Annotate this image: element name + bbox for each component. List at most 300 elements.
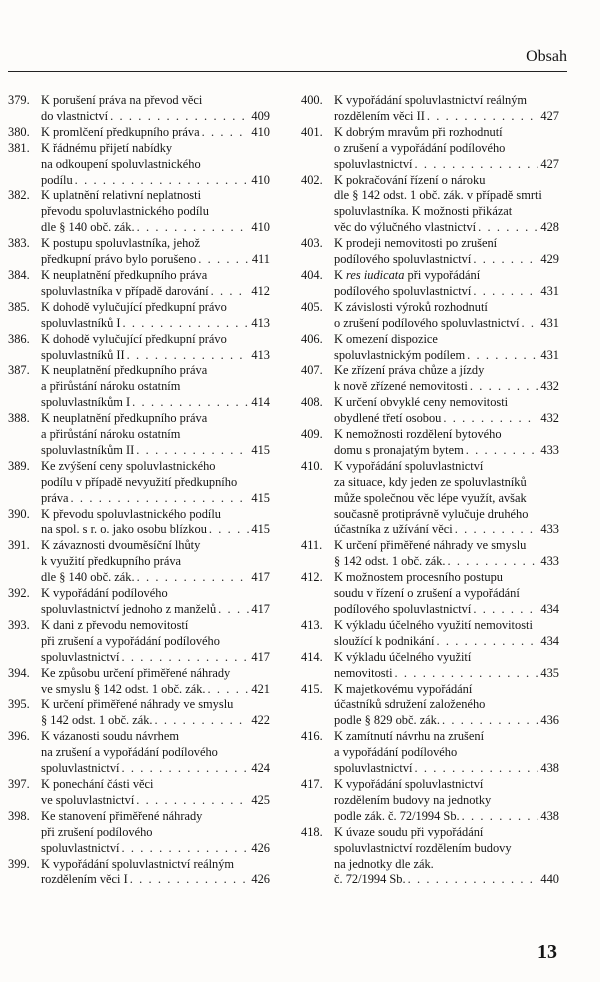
toc-entry-title	[41, 188, 270, 236]
toc-entry-line: K neuplatnění předkupního práva	[41, 363, 208, 378]
toc-entry-line: účastníka z užívání věci	[334, 522, 453, 537]
toc-entry-line: K porušení práva na převod věci	[41, 93, 203, 107]
toc-entry-title	[334, 268, 559, 300]
toc-entry-line: a přirůstání nároku ostatním	[41, 379, 181, 394]
toc-entry	[301, 300, 559, 332]
toc-entry-page: 415	[251, 490, 270, 505]
toc-entry-line: podílového spoluvlastnictví	[334, 252, 472, 267]
toc-entry-line: do vlastnictví	[41, 108, 109, 123]
toc-entry-number: 401.	[301, 124, 323, 139]
toc-entry-line: K nemožnosti rozdělení bytového	[334, 427, 502, 442]
toc-entry	[301, 538, 559, 570]
toc-entry-line: spoluvlastnictví	[41, 761, 120, 776]
toc-entry-page: 410	[251, 220, 270, 235]
toc-entry-title	[334, 236, 559, 268]
toc-entry-line: na zrušení a vypořádání podílového	[41, 745, 218, 760]
toc-entry-title	[41, 666, 270, 698]
toc-entry-title	[41, 586, 270, 618]
dot-leader	[414, 761, 538, 777]
toc-entry-page: 414	[251, 395, 270, 410]
toc-entry	[301, 268, 559, 300]
toc-entry-number: 406.	[301, 331, 323, 346]
toc-entry-line: K určení přiměřené náhrady ve smyslu	[334, 538, 527, 553]
toc-entry-number: 394.	[8, 665, 30, 680]
dot-leader	[443, 411, 538, 427]
toc-entry	[301, 459, 559, 539]
toc-entry-number: 388.	[8, 411, 30, 426]
toc-entry-title	[334, 173, 559, 237]
toc-column-right	[301, 93, 559, 888]
toc-entry-line: při zrušení podílového	[41, 824, 153, 839]
header-rule	[8, 71, 567, 72]
toc-entry-line: dle § 142 odst. 1 obč. zák. v případě smrti	[334, 188, 542, 203]
toc-entry-line: K zamítnutí návrhu na zrušení	[334, 729, 485, 744]
toc-entry-page: 434	[540, 633, 559, 648]
toc-entry-title	[41, 141, 270, 189]
toc-entry-line: K postupu spoluvlastníka, jehož	[41, 236, 200, 251]
toc-entry	[8, 618, 270, 666]
toc-entry-page: 409	[251, 108, 270, 123]
dot-leader	[395, 666, 539, 682]
dot-leader	[462, 809, 539, 825]
dot-leader	[202, 125, 250, 141]
toc-entry-page: 424	[251, 761, 270, 776]
toc-entry-page: 429	[540, 252, 559, 267]
toc-entry-title	[41, 459, 270, 507]
toc-entry-line: Ke stanovení přiměřené náhrady	[41, 808, 203, 823]
toc-entry-number: 410.	[301, 458, 323, 473]
toc-entry-title	[334, 459, 559, 539]
toc-entry-title	[41, 777, 270, 809]
toc-entry-title	[41, 809, 270, 857]
toc-entry-number: 417.	[301, 776, 323, 791]
toc-entry-number: 391.	[8, 538, 30, 553]
toc-entry-page: 433	[540, 522, 559, 537]
toc-entry-page: 412	[251, 283, 270, 298]
toc-entry-number: 400.	[301, 93, 323, 107]
toc-entry-page: 411	[251, 252, 270, 267]
toc-entry-line: o zrušení podílového spoluvlastnictví	[334, 315, 520, 330]
toc-entry	[8, 141, 270, 189]
toc-entry-page: 428	[540, 220, 559, 235]
toc-entry-title	[41, 236, 270, 268]
toc-entry-title	[334, 618, 559, 650]
toc-entry-line: K omezení dispozice	[334, 331, 438, 346]
toc-entry	[8, 93, 270, 125]
toc-entry-page: 432	[540, 379, 559, 394]
toc-entry-page: 413	[251, 315, 270, 330]
toc-entry-title	[334, 570, 559, 618]
toc-entry	[8, 809, 270, 857]
toc-entry-line: předkupní právo bylo porušeno	[41, 252, 197, 267]
running-head: Obsah	[526, 48, 567, 65]
toc-entry-line: K promlčení předkupního práva	[41, 124, 200, 139]
toc-entry-line: K závislosti výroků rozhodnutí	[334, 299, 488, 314]
toc-entry-title	[334, 427, 559, 459]
toc-entry-line: K řádnému přijetí nabídky	[41, 140, 173, 155]
toc-entry	[8, 188, 270, 236]
toc-entry-page: 431	[540, 347, 559, 362]
toc-entry-page: 440	[540, 872, 559, 887]
toc-entry-line: K ponechání části věci	[41, 776, 154, 791]
toc-entry	[301, 173, 559, 237]
toc-entry-number: 411.	[301, 538, 323, 553]
dot-leader	[137, 570, 250, 586]
toc-entry-number: 416.	[301, 729, 323, 744]
toc-entry-line: podle zák. č. 72/1994 Sb.	[334, 808, 460, 823]
toc-entry-line: K dani z převodu nemovitostí	[41, 617, 189, 632]
toc-entry-line: spoluvlastníků I	[41, 315, 121, 330]
toc-entry-page: 432	[540, 411, 559, 426]
toc-entry	[301, 825, 559, 889]
dot-leader	[110, 109, 249, 125]
toc-entry-title	[41, 697, 270, 729]
toc-entry-title	[334, 538, 559, 570]
toc-entry-page: 413	[251, 347, 270, 362]
toc-entry-line: K určení obvyklé ceny nemovitosti	[334, 395, 509, 410]
toc-entry-line: k nově zřízené nemovitosti	[334, 379, 468, 394]
toc-entry	[301, 363, 559, 395]
toc-entry-number: 399.	[8, 856, 30, 871]
toc-entry-line: podílového spoluvlastnictví	[334, 602, 472, 616]
toc-entry	[8, 236, 270, 268]
toc-entry-line: spoluvlastnictví rozdělením budovy	[334, 840, 512, 855]
dot-leader	[136, 793, 249, 809]
toc-entry-line: spoluvlastnictví	[41, 649, 120, 664]
toc-entry	[8, 586, 270, 618]
toc-entry-line: a přirůstání nároku ostatním	[41, 427, 181, 442]
toc-entry-number: 379.	[8, 93, 30, 107]
toc-entry-line: K závaznosti dvouměsíční lhůty	[41, 538, 201, 553]
toc-entry	[301, 427, 559, 459]
toc-entry-line: K prodeji nemovitosti po zrušení	[334, 236, 498, 251]
toc-entry	[301, 682, 559, 730]
toc-entry-line: K neuplatnění předkupního práva	[41, 267, 208, 282]
toc-entry-line: č. 72/1994 Sb.	[334, 872, 406, 887]
toc-entry-title	[41, 618, 270, 666]
toc-entry-line: spoluvlastnictví	[334, 761, 413, 776]
toc-entry-line: dle § 140 obč. zák.	[41, 570, 135, 585]
toc-entry	[301, 93, 559, 125]
toc-entry-number: 413.	[301, 617, 323, 632]
toc-entry-line: převodu spoluvlastnického podílu	[41, 204, 209, 219]
toc-entry-line: K vázanosti soudu návrhem	[41, 729, 179, 744]
toc-entry	[8, 666, 270, 698]
toc-entry-line: podílu v případě nevyužití předkupního	[41, 474, 238, 489]
toc-entry-line: K vypořádání spoluvlastnictví reálným	[334, 93, 528, 107]
toc-entry-page: 425	[251, 792, 270, 807]
toc-entry-title	[334, 93, 559, 125]
toc-entry	[301, 729, 559, 777]
toc-entry-line: K res iudicata při vypořádání	[334, 267, 481, 282]
dot-leader	[414, 157, 538, 173]
toc-entry-page: 431	[540, 283, 559, 298]
toc-entry-line: za situace, kdy jeden ze spoluvlastníků	[334, 474, 527, 489]
toc-entry-page: 427	[540, 108, 559, 123]
toc-entry-line: § 142 odst. 1 obč. zák.	[41, 713, 153, 728]
toc-entry-number: 385.	[8, 299, 30, 314]
toc-entry	[8, 777, 270, 809]
toc-entry-line: spoluvlastníků II	[41, 347, 125, 362]
toc-entry-line: spoluvlastníkům I	[41, 395, 131, 410]
page-number: 13	[537, 941, 557, 963]
toc-entry	[8, 332, 270, 364]
toc-entry-page: 427	[540, 156, 559, 171]
dot-leader	[211, 284, 250, 300]
toc-entry-title	[41, 857, 270, 889]
dot-leader	[209, 522, 250, 538]
toc-entry-line: práva	[41, 490, 69, 505]
dot-leader	[448, 554, 539, 570]
dot-leader	[130, 872, 250, 888]
toc-entry-title	[334, 332, 559, 364]
toc-entry-line: K uplatnění relativní neplatnosti	[41, 188, 202, 203]
toc-entry	[8, 729, 270, 777]
toc-entry-line: k využití předkupního práva	[41, 554, 182, 569]
toc-entry	[8, 411, 270, 459]
dot-leader	[466, 443, 539, 459]
toc-entry-number: 384.	[8, 267, 30, 282]
toc-entry-number: 397.	[8, 776, 30, 791]
toc-entry-page: 422	[251, 713, 270, 728]
toc-entry-page: 421	[251, 681, 270, 696]
dot-leader	[470, 379, 539, 395]
toc-entry-line: K dohodě vylučující předkupní právo	[41, 331, 227, 346]
toc-entry-number: 415.	[301, 681, 323, 696]
toc-entry-line: Ke způsobu určení přiměřené náhrady	[41, 665, 231, 680]
toc-entry-line: spoluvlastnictví jednoho z manželů	[41, 602, 217, 616]
dot-leader	[121, 650, 249, 666]
toc-entry-number: 414.	[301, 649, 323, 664]
toc-entry-line: K určení přiměřené náhrady ve smyslu	[41, 697, 234, 712]
toc-entry-line: účastníků sdružení založeného	[334, 697, 486, 712]
dot-leader	[127, 348, 250, 364]
dot-leader	[123, 316, 250, 332]
toc-entry	[301, 125, 559, 173]
toc-entry-line: rozdělením věci II	[334, 108, 425, 123]
toc-entry-line: K neuplatnění předkupního práva	[41, 411, 208, 426]
toc-entry-number: 382.	[8, 188, 30, 203]
toc-entry-line: dle § 140 obč. zák.	[41, 220, 135, 235]
toc-entry-title	[41, 538, 270, 586]
toc-entry-number: 389.	[8, 458, 30, 473]
toc-entry-number: 393.	[8, 617, 30, 632]
toc-entry-line: ve spoluvlastnictví	[41, 792, 135, 807]
toc-entry-page: 436	[540, 713, 559, 728]
toc-entry-number: 386.	[8, 331, 30, 346]
toc-entry-number: 407.	[301, 363, 323, 378]
toc-entry-number: 405.	[301, 299, 323, 314]
toc-entry	[301, 777, 559, 825]
toc-entry-title	[41, 268, 270, 300]
toc-entry-number: 412.	[301, 570, 323, 585]
toc-entry-line: podle § 829 obč. zák.	[334, 713, 440, 728]
toc-entry-line: rozdělením budovy na jednotky	[334, 792, 492, 807]
dot-leader	[522, 316, 539, 332]
toc-entry-page: 426	[251, 872, 270, 887]
toc-entry-title	[41, 507, 270, 539]
toc-entry-line: věc do výlučného vlastnictví	[334, 220, 477, 235]
toc-entry-number: 392.	[8, 586, 30, 601]
toc-entry-line: může společnou věc lépe využít, avšak	[334, 490, 527, 505]
toc-entry-title	[334, 825, 559, 889]
toc-entry-number: 390.	[8, 506, 30, 521]
toc-entry	[8, 507, 270, 539]
toc-entry-title	[334, 363, 559, 395]
dot-leader	[121, 761, 249, 777]
toc-column-left	[8, 93, 270, 888]
toc-entry-number: 408.	[301, 395, 323, 410]
toc-entry-line: na spol. s r. o. jako osobu blízkou	[41, 522, 207, 537]
toc-entry-number: 404.	[301, 267, 323, 282]
toc-entry-line: ve smyslu § 142 odst. 1 obč. zák.	[41, 681, 206, 696]
toc-entry-title	[41, 300, 270, 332]
toc-entry-title	[41, 125, 270, 141]
dot-leader	[71, 491, 250, 507]
toc-entry-title	[41, 411, 270, 459]
dot-leader	[473, 602, 538, 618]
dot-leader	[75, 173, 250, 189]
dot-leader	[132, 395, 249, 411]
toc-entry-number: 381.	[8, 140, 30, 155]
toc-entry-number: 396.	[8, 729, 30, 744]
toc-entry-number: 387.	[8, 363, 30, 378]
toc-entry-line: K vypořádání podílového	[41, 586, 168, 601]
toc-entry	[301, 650, 559, 682]
toc-entry-title	[334, 395, 559, 427]
toc-entry-line: K úvaze soudu při vypořádání	[334, 824, 484, 839]
dot-leader	[467, 348, 538, 364]
toc-entry-line: o zrušení a vypořádání podílového	[334, 140, 506, 155]
dot-leader	[455, 522, 539, 538]
toc-entry-page: 410	[251, 124, 270, 139]
toc-entry-line: podílového spoluvlastnictví	[334, 283, 472, 298]
toc-entry-page: 410	[251, 172, 270, 187]
toc-entry-number: 380.	[8, 124, 30, 139]
dot-leader	[473, 284, 538, 300]
toc-entry-line: K vypořádání spoluvlastnictví	[334, 776, 484, 791]
toc-entry-line: § 142 odst. 1 obč. zák.	[334, 554, 446, 569]
toc-entry-line: K vypořádání spoluvlastnictví	[334, 458, 484, 473]
toc-entry	[8, 538, 270, 586]
toc-entry-line: K pokračování řízení o nároku	[334, 172, 486, 187]
toc-entry-title	[334, 650, 559, 682]
toc-entry-page: 431	[540, 315, 559, 330]
toc-entry-number: 395.	[8, 697, 30, 712]
toc-entry-line: spoluvlastníka. K možnosti přikázat	[334, 204, 513, 219]
toc-entry-line: sloužící k podnikání	[334, 633, 435, 648]
toc-entry-number: 402.	[301, 172, 323, 187]
dot-leader	[427, 109, 539, 125]
toc-entry-line: K vypořádání spoluvlastnictví reálným	[41, 856, 235, 871]
toc-entry	[8, 268, 270, 300]
toc-entry	[301, 395, 559, 427]
toc-entry-page: 426	[251, 840, 270, 855]
toc-entry-number: 383.	[8, 236, 30, 251]
toc-entry-line: spoluvlastnictví	[41, 840, 120, 855]
toc-entry-line: současně protiprávně vylučuje druhého	[334, 506, 529, 521]
toc-entry	[8, 697, 270, 729]
toc-entry-line: K možnostem procesního postupu	[334, 570, 503, 585]
toc-entry-page: 434	[540, 602, 559, 616]
toc-entry-line: obydlené třetí osobou	[334, 411, 442, 426]
toc-entry-line: K dobrým mravům při rozhodnutí	[334, 124, 503, 139]
toc-entry-line: spoluvlastníka v případě darování	[41, 283, 209, 298]
toc-entry-page: 417	[251, 649, 270, 664]
toc-entry-page: 415	[251, 522, 270, 537]
toc-entry-page: 433	[540, 442, 559, 457]
toc-entry-line: na jednotky dle zák.	[334, 856, 434, 871]
dot-leader	[478, 220, 538, 236]
toc-entry-title	[334, 729, 559, 777]
dot-leader	[137, 220, 250, 236]
dot-leader	[408, 872, 539, 888]
toc-entry-line: nemovitosti	[334, 665, 393, 680]
toc-entry-title	[41, 363, 270, 411]
toc-entry-number: 409.	[301, 427, 323, 442]
toc-entry-page: 438	[540, 808, 559, 823]
toc-entry-page: 438	[540, 761, 559, 776]
toc-entry-line: a vypořádání podílového	[334, 745, 458, 760]
toc-entry	[8, 125, 270, 141]
toc-entry-line: rozdělením věci I	[41, 872, 128, 887]
dot-leader	[218, 602, 249, 618]
toc-entry-title	[334, 777, 559, 825]
toc-entry	[301, 332, 559, 364]
toc-entry-title	[41, 93, 270, 125]
dot-leader	[155, 713, 250, 729]
toc-entry	[8, 857, 270, 889]
toc-entry-title	[41, 729, 270, 777]
toc-entry-line: K výkladu účelného využití	[334, 649, 472, 664]
dot-leader	[136, 443, 249, 459]
toc-entry-line: K majetkovému vypořádání	[334, 681, 473, 696]
dot-leader	[121, 841, 249, 857]
toc-entry-line: spoluvlastnickým podílem	[334, 347, 466, 362]
toc-entry-title	[334, 125, 559, 173]
toc-entry-number: 403.	[301, 236, 323, 251]
toc-entry-line: na odkoupení spoluvlastnického	[41, 156, 201, 171]
dot-leader	[198, 252, 250, 268]
toc-entry	[8, 459, 270, 507]
toc-entry-line: K převodu spoluvlastnického podílu	[41, 506, 221, 521]
toc-entry-line: K výkladu účelného využití nemovitosti	[334, 617, 533, 632]
toc-entry	[301, 618, 559, 650]
toc-entry-line: spoluvlastnictví	[334, 156, 413, 171]
toc-entry	[301, 236, 559, 268]
toc-entry-line: K dohodě vylučující předkupní právo	[41, 299, 227, 314]
dot-leader	[437, 634, 539, 650]
toc-entry-page: 417	[251, 570, 270, 585]
toc-entry-line: spoluvlastníkům II	[41, 442, 135, 457]
dot-leader	[208, 682, 250, 698]
toc-entry-line: podílu	[41, 172, 73, 187]
toc-entry-page: 433	[540, 554, 559, 569]
toc-entry	[8, 363, 270, 411]
toc-entry-page: 435	[540, 665, 559, 680]
toc-entry	[301, 570, 559, 618]
toc-entry-title	[334, 300, 559, 332]
toc-entry-page: 417	[251, 602, 270, 616]
toc-entry-number: 418.	[301, 824, 323, 839]
toc-entry-line: domu s pronajatým bytem	[334, 442, 464, 457]
toc-entry-number: 398.	[8, 808, 30, 823]
toc-entry-line: Ke zřízení práva chůze a jízdy	[334, 363, 485, 378]
dot-leader	[442, 713, 538, 729]
toc-entry-page: 415	[251, 442, 270, 457]
toc-entry-line: soudu v řízení o zrušení a vypořádání	[334, 586, 520, 601]
toc-entry-line: Ke zvýšení ceny spoluvlastnického	[41, 458, 216, 473]
